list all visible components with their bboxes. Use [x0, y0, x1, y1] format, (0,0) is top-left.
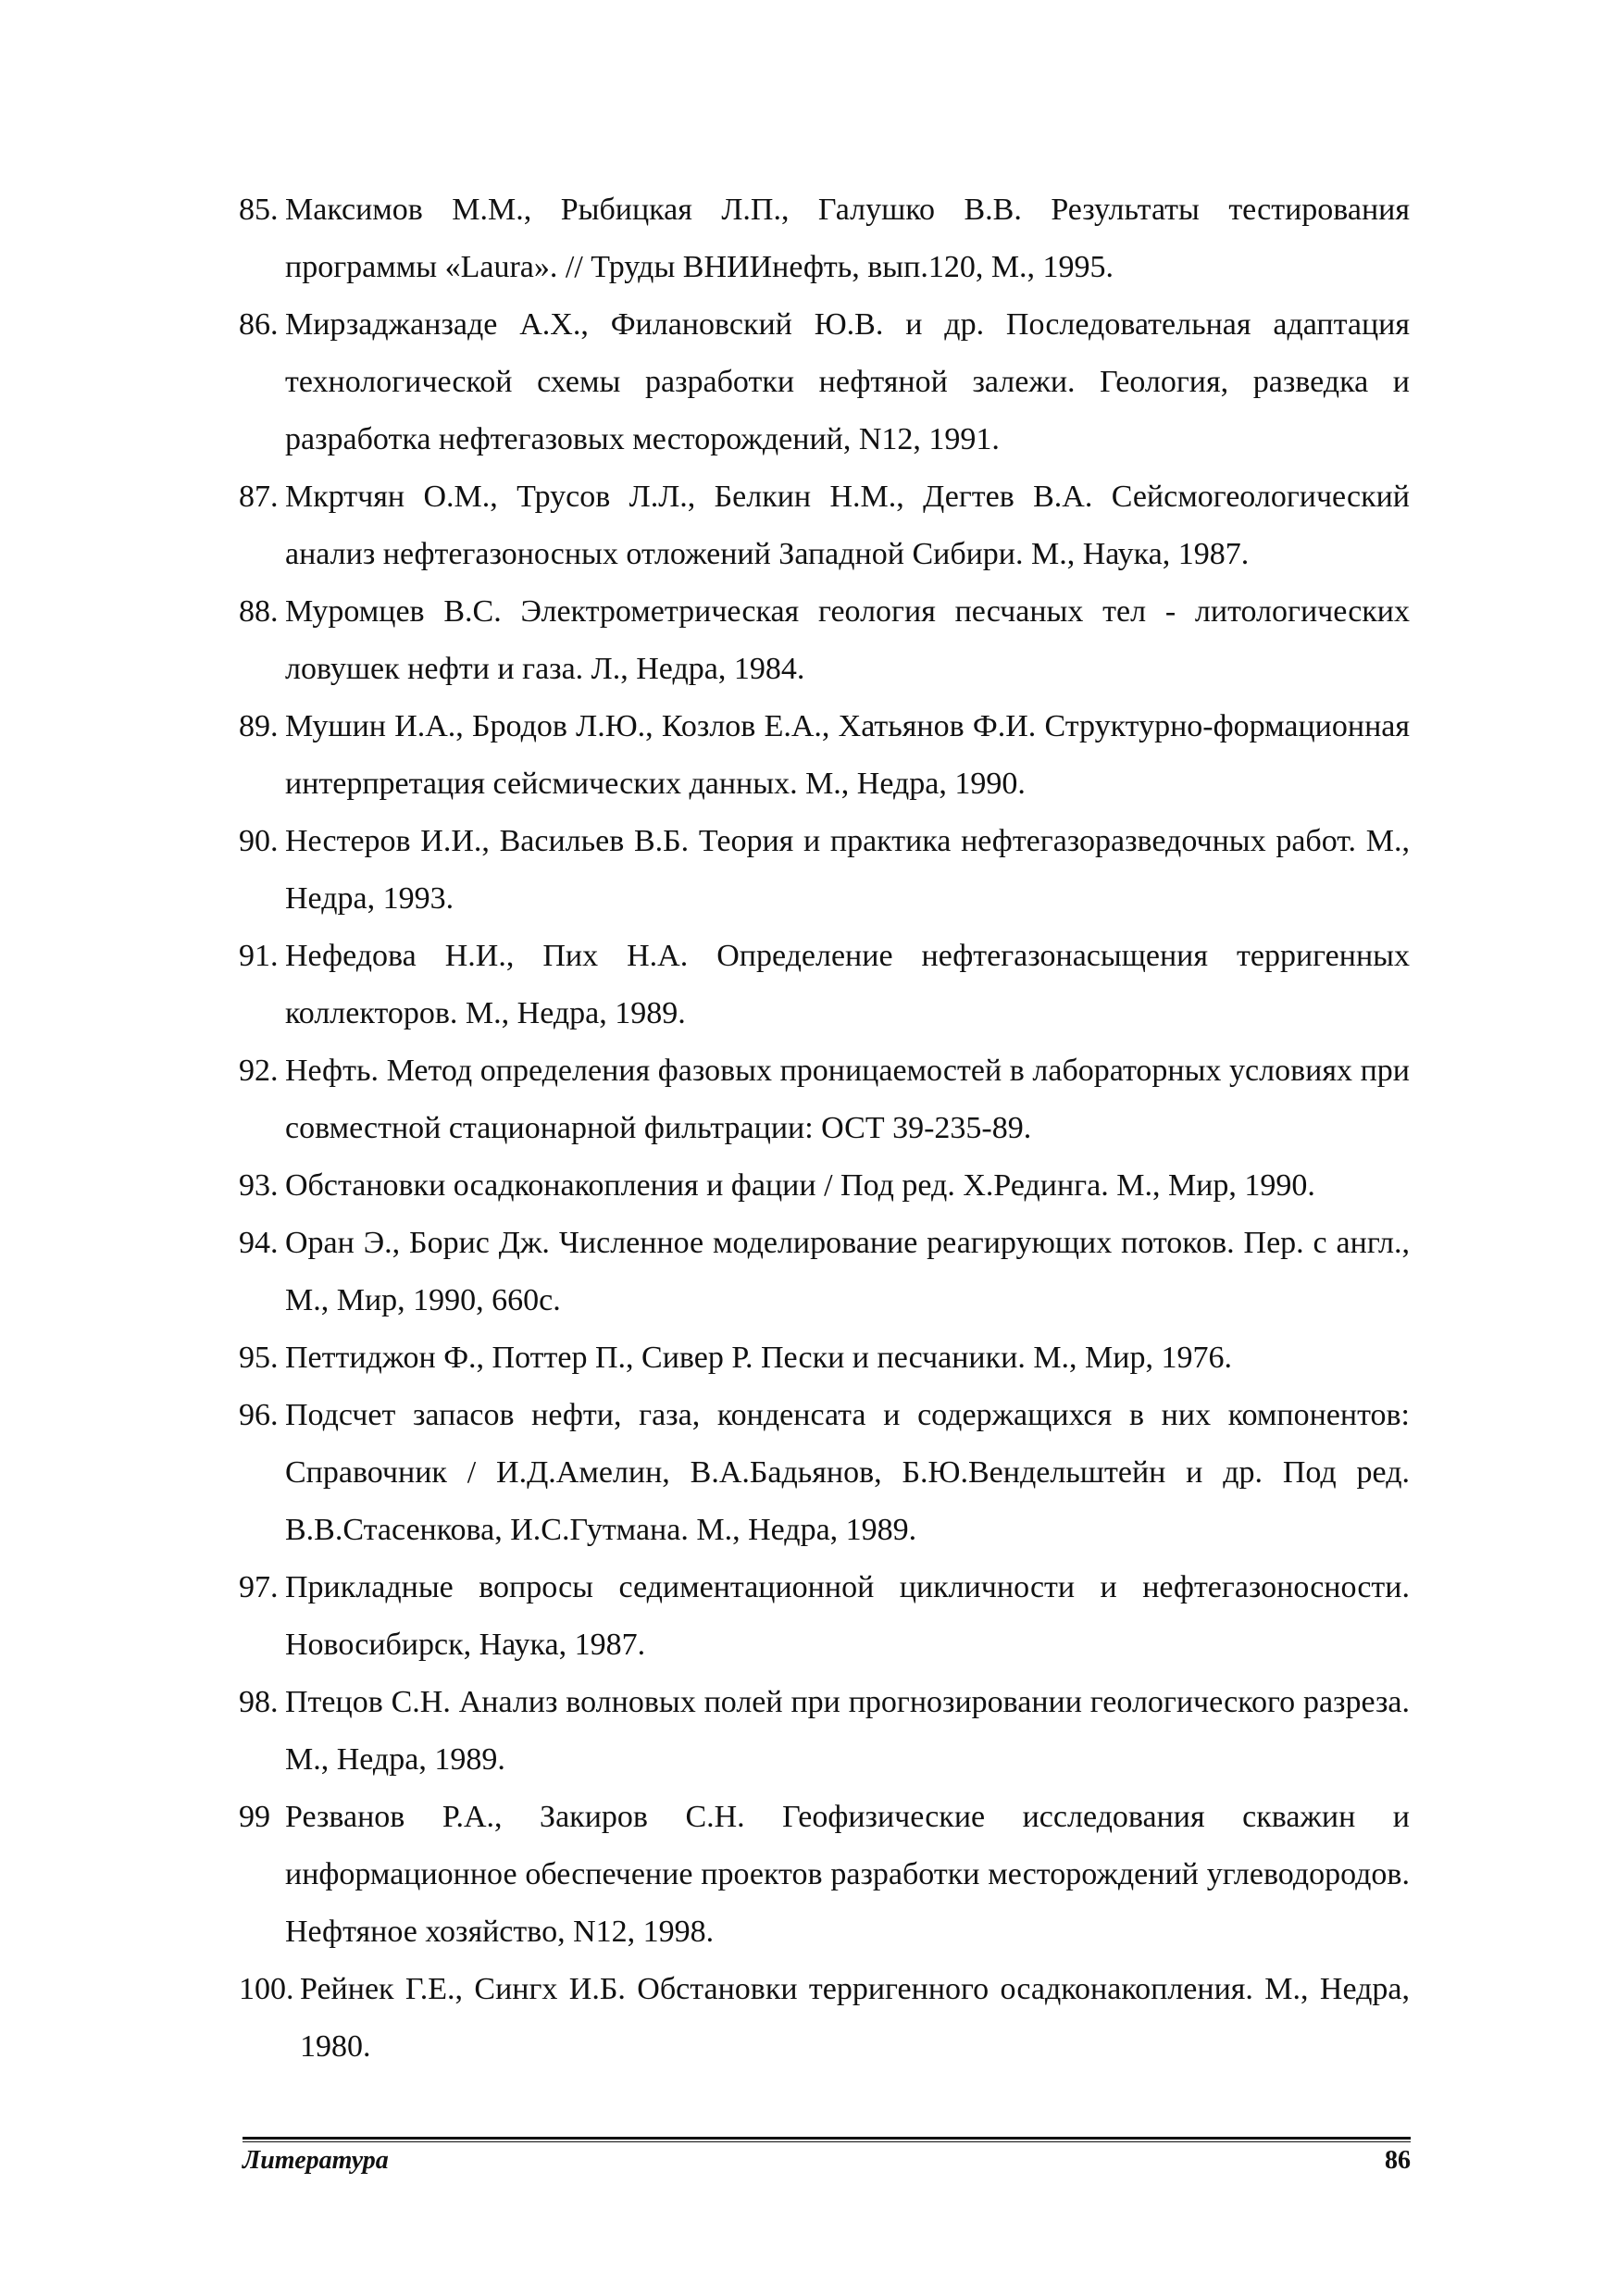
reference-text: Оран Э., Борис Дж. Численное моделирование реагирующих потоков. Пер. с англ., М., Мир, 1990, 660с. [285, 1226, 1410, 1317]
reference-item [239, 813, 1410, 928]
reference-item [239, 181, 1410, 296]
reference-number: 98. [239, 1685, 279, 1719]
reference-item [239, 468, 1410, 583]
reference-text: Рейнек Г.Е., Сингх И.Б. Обстановки терригенного осадконакопления. М., Недра, 1980. [300, 1972, 1410, 2064]
reference-text: Петтиджон Ф., Поттер П., Сивер Р. Пески и песчаники. М., Мир, 1976. [285, 1341, 1232, 1375]
reference-text: Максимов М.М., Рыбицкая Л.П., Галушко В.В. Результаты тестирования программы «Laura». // Труды ВНИИнефть, вып.120, М., 1995. [285, 193, 1410, 284]
reference-number: 100. [239, 1972, 294, 2006]
reference-text: Нестеров И.И., Васильев В.Б. Теория и практика нефтегазоразведочных работ. М., Недра, 1993. [285, 824, 1410, 916]
reference-number: 86. [239, 307, 279, 342]
reference-item [239, 698, 1410, 813]
reference-item [239, 1215, 1410, 1329]
reference-number: 99 [239, 1800, 270, 1834]
reference-text: Нефть. Метод определения фазовых проницаемостей в лабораторных условиях при совместной стационарной фильтрации: ОСТ 39-235-89. [285, 1054, 1410, 1145]
reference-item [239, 1789, 1410, 1961]
reference-item [239, 1329, 1410, 1387]
reference-item [239, 296, 1410, 468]
reference-text: Резванов Р.А., Закиров С.Н. Геофизические исследования скважин и информационное обеспечение проектов разработки месторождений углеводородов. Нефтяное хозяйство, N12, 1998. [285, 1800, 1410, 1949]
reference-number: 93. [239, 1168, 279, 1203]
reference-number: 87. [239, 480, 279, 514]
reference-list [239, 181, 1410, 2076]
reference-text: Мирзаджанзаде А.Х., Филановский Ю.В. и др. Последовательная адаптация технологической схемы разработки нефтяной залежи. Геология, разведка и разработка нефтегазовых месторождений, N12, 1991. [285, 307, 1410, 456]
reference-number: 89. [239, 709, 279, 743]
reference-text: Птецов С.Н. Анализ волновых полей при прогнозировании геологического разреза. М., Недра, 1989. [285, 1685, 1410, 1777]
reference-number: 95. [239, 1341, 279, 1375]
page-number: 86 [1385, 2146, 1411, 2175]
reference-number: 85. [239, 193, 279, 227]
footer-divider [243, 2137, 1411, 2140]
reference-item [239, 1042, 1410, 1157]
reference-text: Нефедова Н.И., Пих Н.А. Определение нефтегазонасыщения терригенных коллекторов. М., Недра, 1989. [285, 939, 1410, 1030]
reference-number: 97. [239, 1570, 279, 1604]
reference-text: Мушин И.А., Бродов Л.Ю., Козлов Е.А., Хатьянов Ф.И. Структурно-формационная интерпретация сейсмических данных. М., Недра, 1990. [285, 709, 1410, 801]
reference-number: 90. [239, 824, 279, 858]
reference-number: 88. [239, 594, 279, 629]
reference-text: Подсчет запасов нефти, газа, конденсата и содержащихся в них компонентов: Справочник / И.Д.Амелин, В.А.Бадьянов, Б.Ю.Вендельштейн и др. Под ред. В.В.Стасенкова, И.С.Гутмана. М., Недра, 1989. [285, 1398, 1410, 1547]
reference-number: 96. [239, 1398, 279, 1432]
reference-item [239, 1674, 1410, 1789]
reference-item [239, 1157, 1410, 1215]
footer-section-label: Литература [243, 2146, 389, 2175]
reference-text: Мкртчян О.М., Трусов Л.Л., Белкин Н.М., Дегтев В.А. Сейсмогеологический анализ нефтегазоносных отложений Западной Сибири. М., Наука, 1987. [285, 480, 1410, 571]
reference-number: 92. [239, 1054, 279, 1088]
reference-text: Обстановки осадконакопления и фации / Под ред. Х.Рединга. М., Мир, 1990. [285, 1168, 1315, 1203]
reference-item [239, 1559, 1410, 1674]
reference-item [239, 1961, 1410, 2076]
reference-number: 91. [239, 939, 279, 973]
reference-text: Муромцев В.С. Электрометрическая геология песчаных тел - литологических ловушек нефти и газа. Л., Недра, 1984. [285, 594, 1410, 686]
reference-text: Прикладные вопросы седиментационной цикличности и нефтегазоносности. Новосибирск, Наука, 1987. [285, 1570, 1410, 1662]
reference-item [239, 583, 1410, 698]
reference-item [239, 928, 1410, 1042]
footer-divider-thin [243, 2141, 1411, 2142]
reference-number: 94. [239, 1226, 279, 1260]
reference-item [239, 1387, 1410, 1559]
